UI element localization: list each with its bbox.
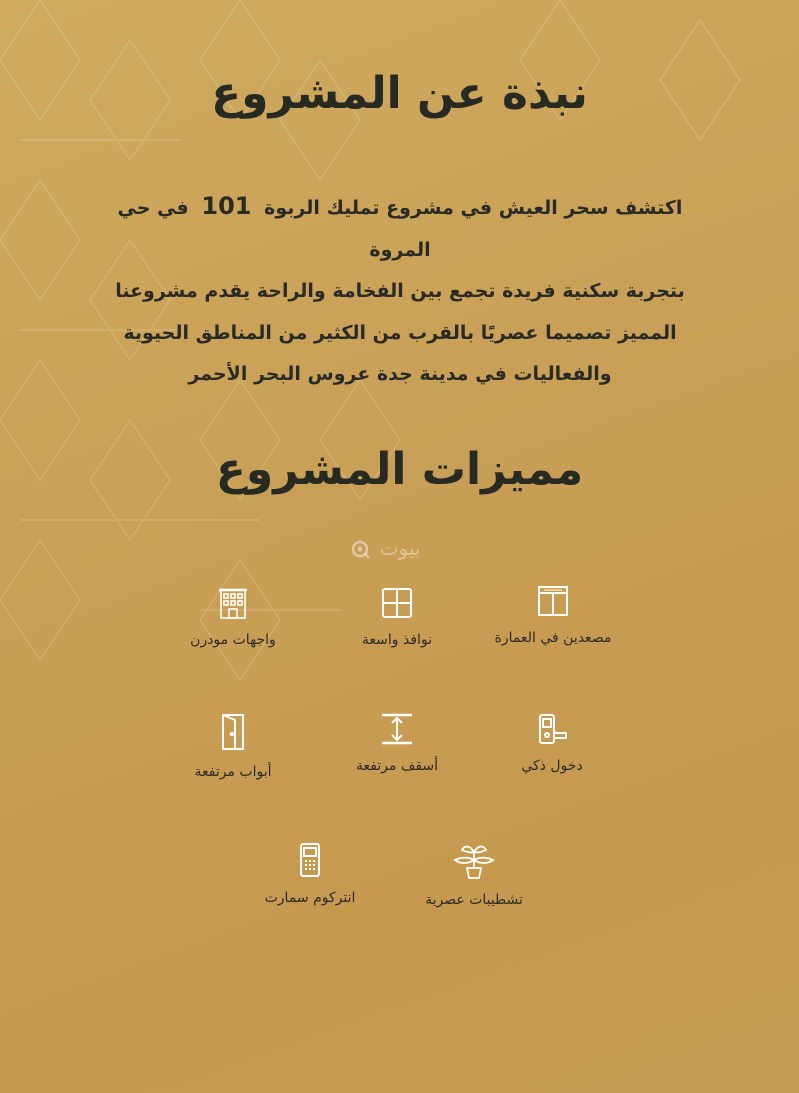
feature-smart-intercom [210, 842, 410, 906]
about-line-1a: اكتشف سحر العيش في مشروع تمليك الربوة [264, 197, 683, 219]
about-line-4: والفعاليات في مدينة جدة عروس البحر الأحمر [188, 363, 612, 385]
feature-label: أسقف مرتفعة [355, 758, 439, 774]
elevator-icon [536, 584, 570, 618]
feature-modern-facades [133, 586, 333, 648]
about-line-2: بتجربة سكنية فريدة تجمع بين الفخامة والراحة يقدم مشروعنا [115, 280, 685, 302]
smart-lock-icon [535, 712, 569, 746]
project-number: 101 [201, 192, 252, 220]
feature-high-doors [133, 712, 333, 780]
features-title: مميزات المشروع [215, 444, 584, 495]
ceiling-height-icon [380, 712, 414, 746]
feature-label: أبواب مرتفعة [194, 764, 272, 780]
feature-label: نوافذ واسعة [361, 632, 433, 648]
feature-label: مصعدين في العمارة [494, 630, 612, 646]
door-icon [216, 712, 250, 752]
feature-label: دخول ذكي [521, 758, 583, 774]
intercom-icon [293, 842, 327, 878]
building-facade-icon [216, 586, 250, 620]
window-icon [380, 586, 414, 620]
about-line-3: المميز تصميما عصريًا بالقرب من الكثير من المناطق الحيوية [123, 321, 677, 344]
feature-label: انتركوم سمارت [264, 890, 356, 906]
plant-icon [452, 840, 496, 880]
feature-label: تشطيبات عصرية [425, 892, 523, 908]
about-line-1b: في حي المروة [117, 197, 431, 261]
watermark-logo-icon [351, 540, 371, 560]
watermark [355, 536, 445, 564]
about-title: نبذة عن المشروع [211, 68, 588, 119]
feature-label: واجهات مودرن [190, 632, 276, 648]
about-paragraph [90, 186, 710, 396]
watermark-text: بيوت [379, 536, 421, 560]
